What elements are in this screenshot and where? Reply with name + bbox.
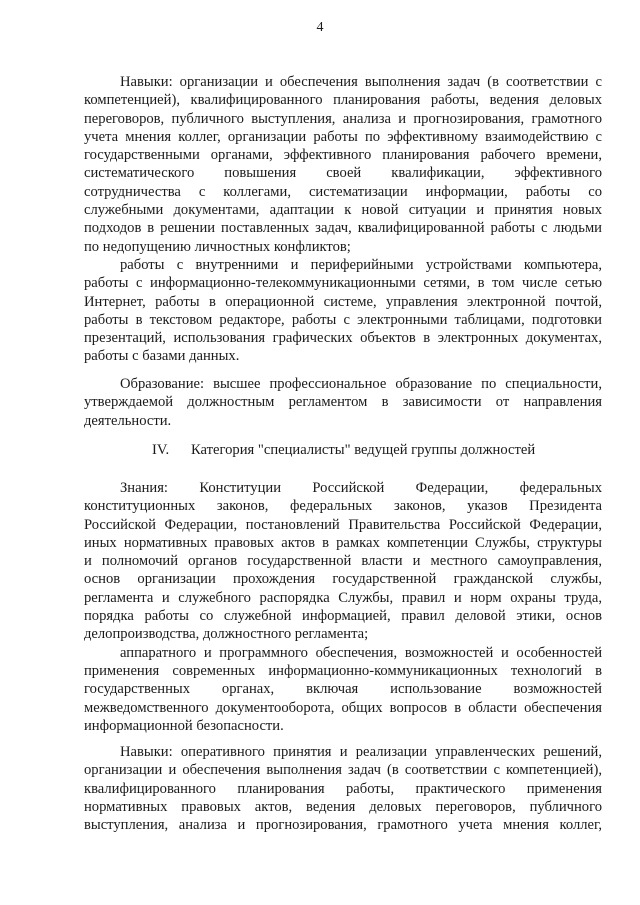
text-line: Навыки: оперативного принятия и реализации управленческих решений, xyxy=(120,744,602,760)
text-line: учета мнения коллег, организации работы по эффективному взаимодействию с xyxy=(84,128,602,145)
text-line: систематического повышения своей квалификации, эффективного xyxy=(84,165,602,182)
text-line: организации и обеспечения выполнения задач (в соответствии с компетенцией), xyxy=(84,762,602,779)
text-line: подходов в решении поставленных задач, квалифицированной работы с людьми xyxy=(84,220,602,237)
text-line: работы с базами данных. xyxy=(84,348,240,365)
text-line: Образование: высшее профессиональное образование по специальности, xyxy=(120,376,602,392)
section-numeral: IV. xyxy=(152,442,170,458)
text-line: утверждаемой должностным регламентом в зависимости от направления xyxy=(84,394,602,411)
text-line: деятельности. xyxy=(84,412,172,429)
text-line: делопроизводства, должностного регламента; xyxy=(84,626,369,643)
text-line: служебными документами, адаптации к новой ситуации и принятия новых xyxy=(84,202,602,219)
text-line: по недопущению личностных конфликтов; xyxy=(84,238,351,255)
text-line: государственными органами, эффективного планирования рабочего времени, xyxy=(84,147,602,164)
text-line: нормативных правовых актов, ведения деловых переговоров, публичного xyxy=(84,798,602,815)
text-line: межведомственного документооборота, общих вопросов в области обеспечения xyxy=(84,699,602,716)
text-line: работы в текстовом редакторе, работы с электронными таблицами, подготовки xyxy=(84,311,602,328)
paragraph-skills-2 xyxy=(84,743,602,834)
text-line: государственных органах, включая использование возможностей xyxy=(84,681,602,698)
text-line: Российской Федерации, постановлений Правительства Российской Федерации, xyxy=(84,516,602,533)
text-line: аппаратного и программного обеспечения, возможностей и особенностей xyxy=(120,644,602,661)
text-line: и полномочий органов государственной власти и местного самоуправления, xyxy=(84,553,602,570)
text-line: работы с внутренними и периферийными устройствами компьютера, xyxy=(120,256,602,273)
text-line: работы с информационно-телекоммуникационными сетями, в том числе сетью xyxy=(84,275,602,292)
text-line: Знания: Конституции Российской Федерации, федеральных xyxy=(120,480,602,496)
text-line: Интернет, работы в операционной системе, управления электронной почтой, xyxy=(84,293,602,310)
text-line: переговоров, публичного выступления, анализа и прогнозирования, грамотного xyxy=(84,110,602,127)
section-title: Категория "специалисты" ведущей группы должностей xyxy=(191,442,536,458)
text-line: регламента и служебного распорядка Службы, правил и норм охраны труда, xyxy=(84,589,602,606)
text-line: иных нормативных правовых актов в рамках компетенции Службы, структуры xyxy=(84,534,602,551)
text-line: сотрудничества с коллегами, систематизации информации, работы со xyxy=(84,183,602,200)
text-line: компетенцией), квалифицированного планирования работы, ведения деловых xyxy=(84,92,602,109)
text-line: выступления, анализа и прогнозирования, грамотного учета мнения коллег, xyxy=(84,817,602,834)
text-line: квалифицированного планирования работы, практического применения xyxy=(84,780,602,797)
text-line: презентаций, использования графических объектов в электронных документах, xyxy=(84,330,602,347)
text-line: применения современных информационно-коммуникационных технологий в xyxy=(84,662,602,679)
paragraph-skills xyxy=(84,73,602,366)
text-line: информационной безопасности. xyxy=(84,717,284,734)
paragraph-education xyxy=(84,375,602,430)
page-number: 4 xyxy=(316,20,324,35)
text-line: Навыки: организации и обеспечения выполнения задач (в соответствии с xyxy=(120,74,602,90)
text-line: порядка работы со служебной информацией, правил деловой этики, основ xyxy=(84,608,602,625)
text-line: конституционных законов, федеральных законов, указов Президента xyxy=(84,498,602,515)
text-line: основ организации прохождения государственной гражданской службы, xyxy=(84,571,602,588)
paragraph-knowledge xyxy=(84,479,602,735)
